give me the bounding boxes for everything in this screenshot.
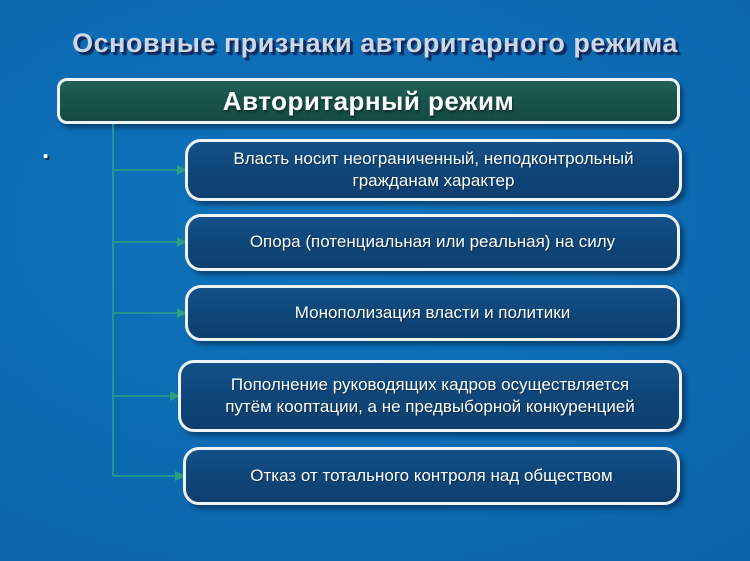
- item-box-1: [185, 139, 682, 201]
- item-box-2: [185, 214, 680, 271]
- item-label: Власть носит неограниченный, неподконтрольный гражданам характер: [233, 148, 634, 190]
- item-label: Монополизация власти и политики: [294, 302, 571, 322]
- item-box-4: [178, 360, 682, 432]
- item-label: Отказ от тотального контроля над обществом: [250, 465, 613, 485]
- item-label: Опора (потенциальная или реальная) на силу: [249, 232, 616, 252]
- slide-title: Основные признаки авторитарного режима: [72, 28, 678, 58]
- item-box-5: [183, 447, 680, 505]
- root-label: Авторитарный режим: [222, 85, 515, 116]
- root-box: [57, 78, 680, 124]
- item-box-3: [185, 285, 680, 341]
- item-label: Пополнение руководящих кадров осуществляется путём кооптации, а не предвыборной конкуренцией: [225, 374, 635, 416]
- bullet-dot: .: [42, 134, 50, 164]
